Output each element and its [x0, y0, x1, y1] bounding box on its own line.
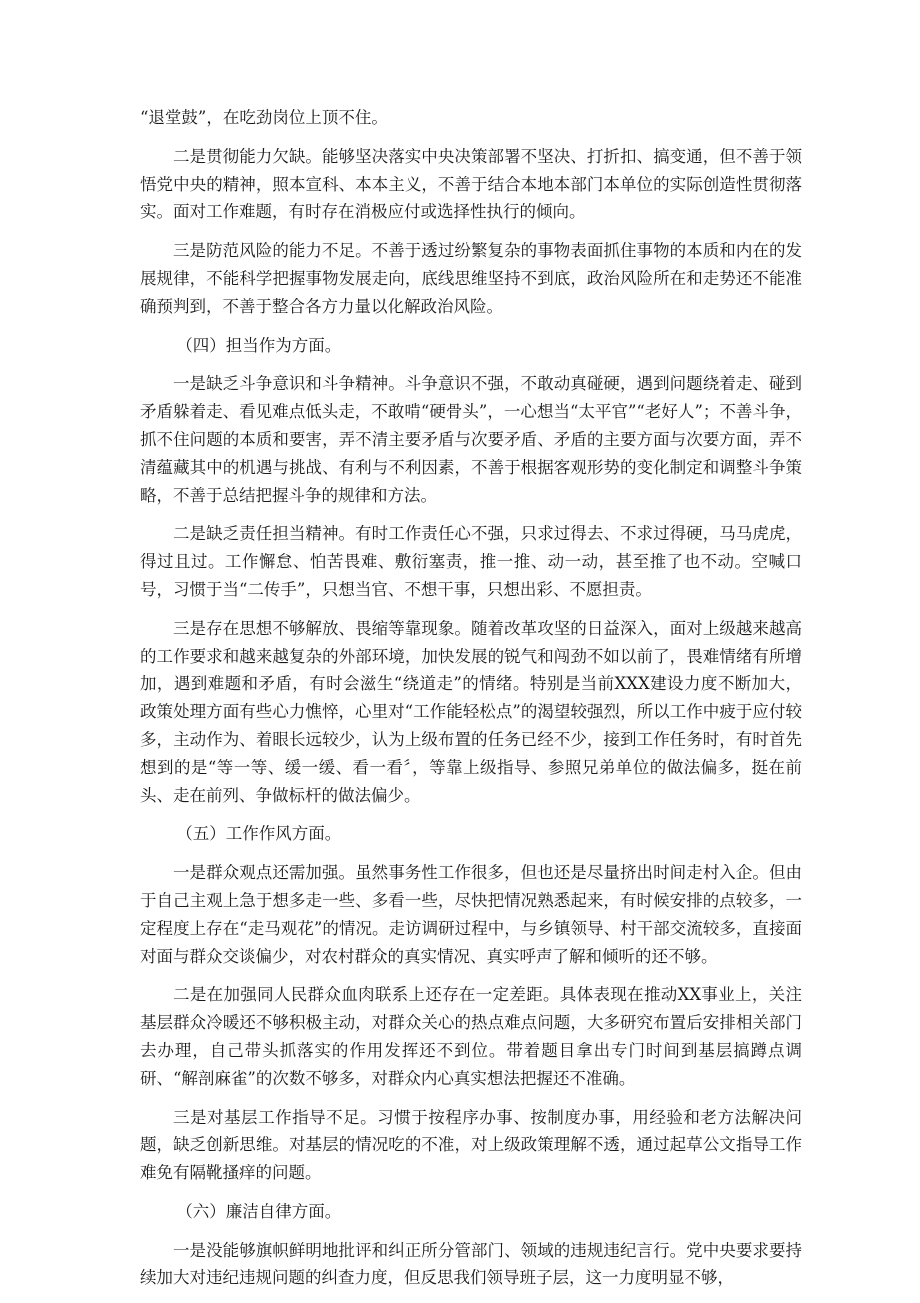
paragraph-implementation-ability: 二是贯彻能力欠缺。能够坚决落实中央决策部署不坚决、打折扣、搞变通，但不善于领悟党中央的精神，照本宣科、本本主义，不善于结合本地本部门本单位的实际创造性贯彻落实。面对工作难题，有时存在消极应付或选择性执行的倾向。: [140, 146, 802, 222]
paragraph-mass-connection: 二是在加强同人民群众血肉联系上还存在一定差距。具体表现在推动XX事业上，关注基层群众冷暖还不够积极主动，对群众关心的热点难点问题，大多研究布置后安排相关部门去办理，自己带头抓落实的作用发挥还不到位。带着题目拿出专门时间到基层搞蹲点调研、“解剖麻雀”的次数不够多，对群众内心真实想法把握还不准确。: [140, 985, 802, 1088]
paragraph-mindset: 三是存在思想不够解放、畏缩等靠现象。随着改革攻坚的日益深入，面对上级越来越高的工作要求和越来越复杂的外部环境，加快发展的锐气和闯劲不如以前了，畏难情绪有所增加，遇到难题和矛盾，有时会滋生“绕道走”的情绪。特别是当前XXX建设力度不断加大，政策处理方面有些心力憔悴，心里对“工作能轻松点”的渴望较强烈，所以工作中疲于应付较多，主动作为、着眼长远较少，认为上级布置的任务已经不少，接到工作任务时，有时首先想到的是“等一等、缓一缓、看一看〞，等靠上级指导、参照兄弟单位的做法偏多，挺在前头、走在前列、争做标杆的做法偏少。: [140, 618, 802, 805]
paragraph-risk-prevention: 三是防范风险的能力不足。不善于透过纷繁复杂的事物表面抓住事物的本质和内在的发展规律，不能科学把握事物发展走向，底线思维坚持不到底，政治风险所在和走势还不能准确预判到，不善于整合各方力量以化解政治风险。: [140, 241, 802, 316]
paragraph-responsibility-spirit: 二是缺乏责任担当精神。有时工作责任心不强，只求过得去、不求过得硬，马马虎虎，得过且过。工作懈怠、怕苦畏难、敷衍塞责，推一推、动一动，甚至推了也不动。空喊口号，习惯于当“二传手”，只想当官、不想干事，只想出彩、不愿担责。: [140, 524, 802, 599]
section-heading-responsibility: （四）担当作为方面。: [176, 335, 342, 355]
document-page: [140, 104, 802, 1303]
section-heading-work-style: （五）工作作风方面。: [176, 824, 342, 844]
paragraph-continuation: “退堂鼓”，在吃劲岗位上顶不住。: [140, 108, 388, 127]
paragraph-mass-viewpoint: 一是群众观点还需加强。虽然事务性工作很多，但也还是尽量挤出时间走村入企。但由于自己主观上急于想多走一些、多看一些，尽快把情况熟悉起来，有时候安排的点较多，一定程度上存在“走马观花”的情况。走访调研过程中，与乡镇领导、村干部交流较多，直接面对面与群众交谈偏少，对农村群众的真实情况、真实呼声了解和倾听的还不够。: [140, 863, 802, 966]
section-heading-integrity: （六）廉洁自律方面。: [176, 1201, 342, 1221]
paragraph-struggle-spirit: 一是缺乏斗争意识和斗争精神。斗争意识不强，不敢动真碰硬，遇到问题绕着走、碰到矛盾躲着走、看见难点低头走，不敢啃“硬骨头”，一心想当“太平官”“老好人”；不善斗争，抓不住问题的本质和要害，弄不清主要矛盾与次要矛盾、矛盾的主要方面与次要方面，弄不清蕴藏其中的机遇与挑战、有利与不利因素，不善于根据客观形势的变化制定和调整斗争策略，不善于总结把握斗争的规律和方法。: [140, 374, 802, 505]
paragraph-discipline-correction: 一是没能够旗帜鲜明地批评和纠正所分管部门、领域的违规违纪言行。党中央要求要持续加大对违纪违规问题的纠查力度，但反思我们领导班子层，这一力度明显不够，: [140, 1240, 802, 1288]
paragraph-grassroots-guidance: 三是对基层工作指导不足。习惯于按程序办事、按制度办事，用经验和老方法解决问题，缺乏创新思维。对基层的情况吃的不准，对上级政策理解不透，通过起草公文指导工作难免有隔靴搔痒的问题。: [140, 1107, 802, 1183]
